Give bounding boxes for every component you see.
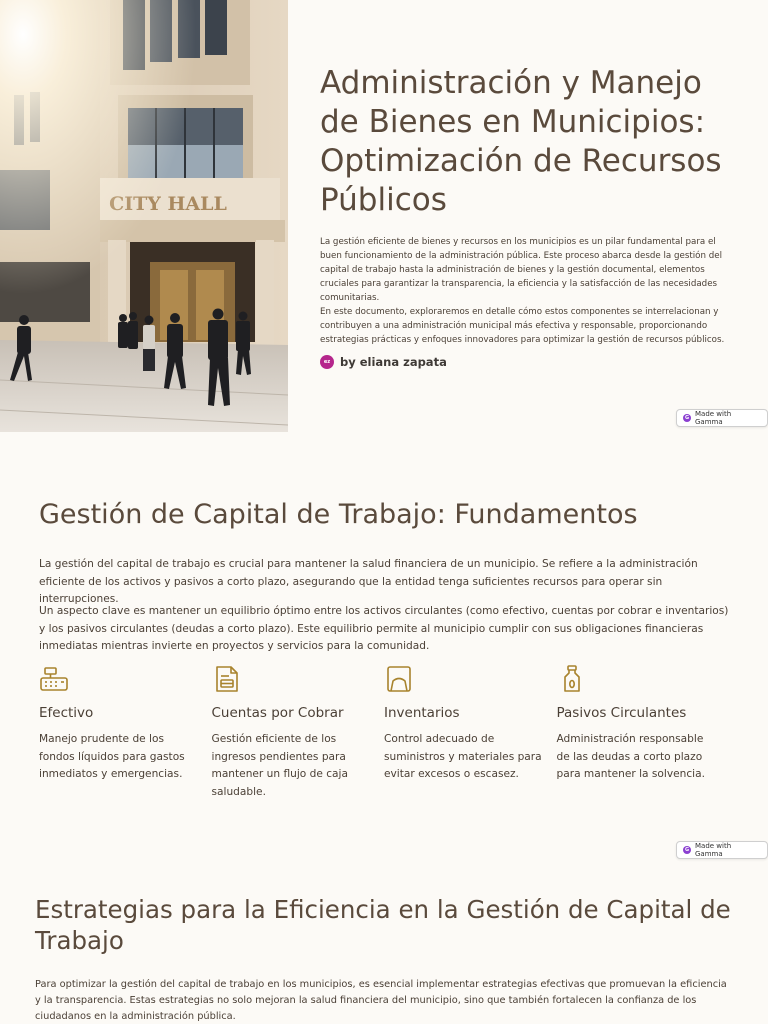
inventory-icon <box>384 664 414 694</box>
card-efectivo <box>39 664 212 801</box>
intro-paragraph-1: La gestión eficiente de bienes y recursos en los municipios es un pilar fundamental para el buen funcionamiento de la administración pública. Este proceso abarca desde la gestión del capital de trabajo hasta la administración de bienes y la gestión documental, elementos cruciales para garantizar la transparencia, la eficiencia y la satisfacción de las necesidades comunitarias. <box>320 237 723 303</box>
slide-estrategias <box>0 864 768 1024</box>
made-with-gamma-badge[interactable] <box>676 841 768 859</box>
cash-register-icon <box>39 664 69 694</box>
card-description: Administración responsable de las deudas a corto plazo para mantener la solvencia. <box>556 733 705 780</box>
section-paragraph-1: Para optimizar la gestión del capital de trabajo en los municipios, es esencial implementar estrategias efectivas que promuevan la eficiencia y la transparencia. Estas estrategias no solo mejoran la salud financiera del municipio, sino que también fortalecen la confianza de los ciudadanos en la administración pública. <box>35 979 727 1022</box>
badge-label: Made with Gamma <box>695 842 732 858</box>
card-cuentas-por-cobrar <box>212 664 385 801</box>
author-name: by eliana zapata <box>340 355 447 369</box>
card-pasivos-circulantes <box>557 664 730 801</box>
card-title: Cuentas por Cobrar <box>211 705 344 721</box>
badge-label: Made with Gamma <box>695 410 732 426</box>
card-description: Control adecuado de suministros y materiales para evitar excesos o escasez. <box>384 733 542 780</box>
intro-text <box>320 235 740 347</box>
card-description: Manejo prudente de los fondos líquidos para gastos inmediatos y emergencias. <box>39 733 185 780</box>
asset-cards <box>39 664 729 801</box>
slide-capital-trabajo <box>0 432 768 864</box>
card-title: Pasivos Circulantes <box>556 705 687 721</box>
gamma-logo-icon: G <box>684 847 690 853</box>
document-title: Administración y Manejo de Bienes en Municipios: Optimización de Recursos Públicos <box>320 65 722 218</box>
author-avatar: ez <box>320 355 334 369</box>
card-title: Inventarios <box>384 705 460 721</box>
gamma-logo-icon: G <box>684 415 690 421</box>
section-title: Estrategias para la Eficiencia en la Gestión de Capital de Trabajo <box>35 895 731 955</box>
card-inventarios <box>384 664 557 801</box>
intro-paragraph-2: En este documento, exploraremos en detalle cómo estos componentes se interrelacionan y contribuyen a una administración municipal más efectiva y responsable, proporcionando estrategias prácticas y enfoques innovadores para optimizar la gestión de recursos públicos. <box>320 307 725 345</box>
author-byline[interactable] <box>320 355 447 369</box>
made-with-gamma-badge[interactable] <box>676 409 768 427</box>
bottle-icon <box>557 664 587 694</box>
card-title: Efectivo <box>39 705 94 721</box>
section-title: Gestión de Capital de Trabajo: Fundamentos <box>39 499 638 530</box>
slide-title <box>0 0 768 432</box>
section-paragraph-2: Un aspecto clave es mantener un equilibrio óptimo entre los activos circulantes (como efectivo, cuentas por cobrar e inventarios) y los pasivos circulantes (deudas a corto plazo). Este equilibrio permite al municipio cumplir con sus obligaciones financieras inmediatas mientras invierte en proyectos y servicios para la comunidad. <box>39 605 729 652</box>
section-paragraph-1: La gestión del capital de trabajo es crucial para mantener la salud financiera de un municipio. Se refiere a la administración eficiente de los activos y pasivos a corto plazo, asegurando que la entidad tenga suficientes recursos para operar sin interrupciones. <box>39 558 698 605</box>
city-hall-photo <box>0 0 288 432</box>
receipt-icon <box>212 664 242 694</box>
card-description: Gestión eficiente de los ingresos pendientes para mantener un flujo de caja saludable. <box>211 733 348 798</box>
